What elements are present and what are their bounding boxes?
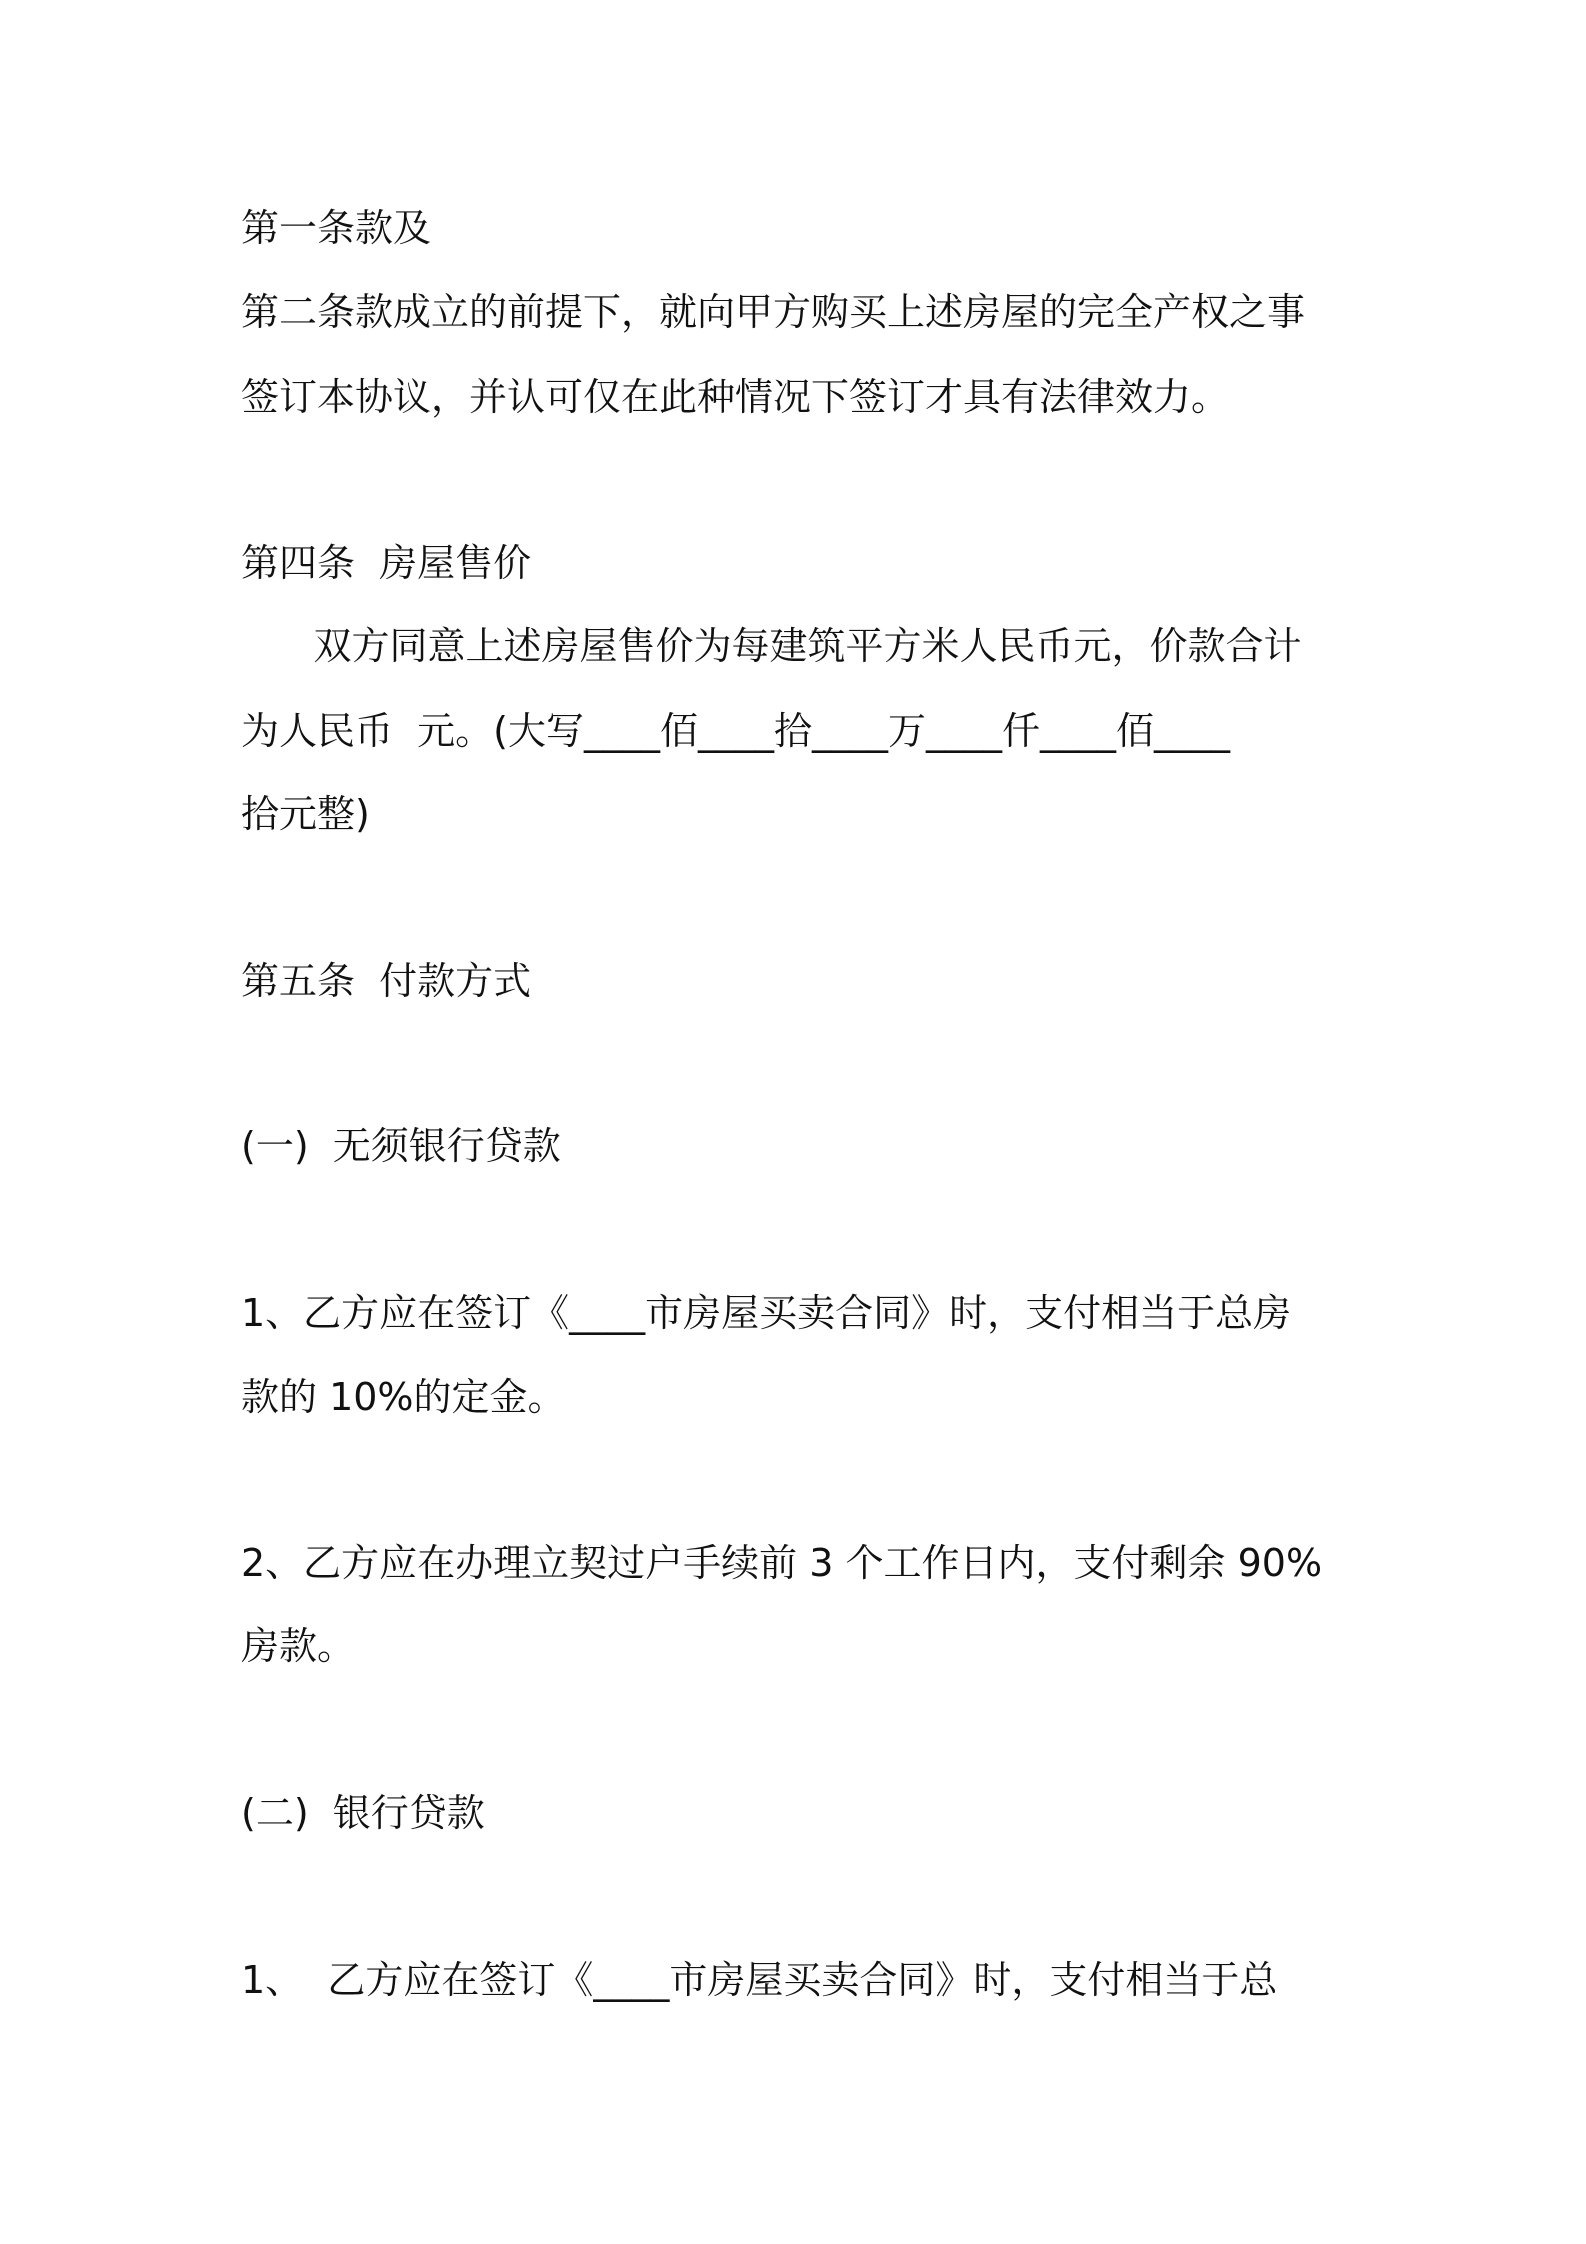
text-line: 款的 10%的定金。 — [241, 1375, 566, 1419]
text-line: 2、乙方应在办理立契过户手续前 3 个工作日内，支付剩余 90% — [241, 1541, 1323, 1585]
subsection-heading: (二) 银行贷款 — [241, 1791, 485, 1835]
subsection-heading: (一) 无须银行贷款 — [241, 1124, 561, 1168]
text-line: 第一条款及 — [241, 206, 432, 250]
text-line: 1、乙方应在签订《____市房屋买卖合同》时，支付相当于总房 — [241, 1291, 1292, 1335]
section-heading: 第五条 付款方式 — [241, 959, 532, 1003]
text-line: 双方同意上述房屋售价为每建筑平方米人民币元，价款合计 — [241, 624, 1302, 668]
text-line: 签订本协议，并认可仅在此种情况下签订才具有法律效力。 — [241, 375, 1230, 419]
text-line: 1、 乙方应在签订《____市房屋买卖合同》时，支付相当于总 — [241, 1958, 1278, 2002]
text-line: 为人民币 元。(大写____佰____拾____万____仟____佰____ — [241, 709, 1230, 753]
text-line: 拾元整) — [241, 792, 370, 836]
section-heading: 第四条 房屋售价 — [241, 541, 532, 585]
text-line: 第二条款成立的前提下，就向甲方购买上述房屋的完全产权之事 — [241, 290, 1306, 334]
text-line: 房款。 — [241, 1624, 356, 1668]
